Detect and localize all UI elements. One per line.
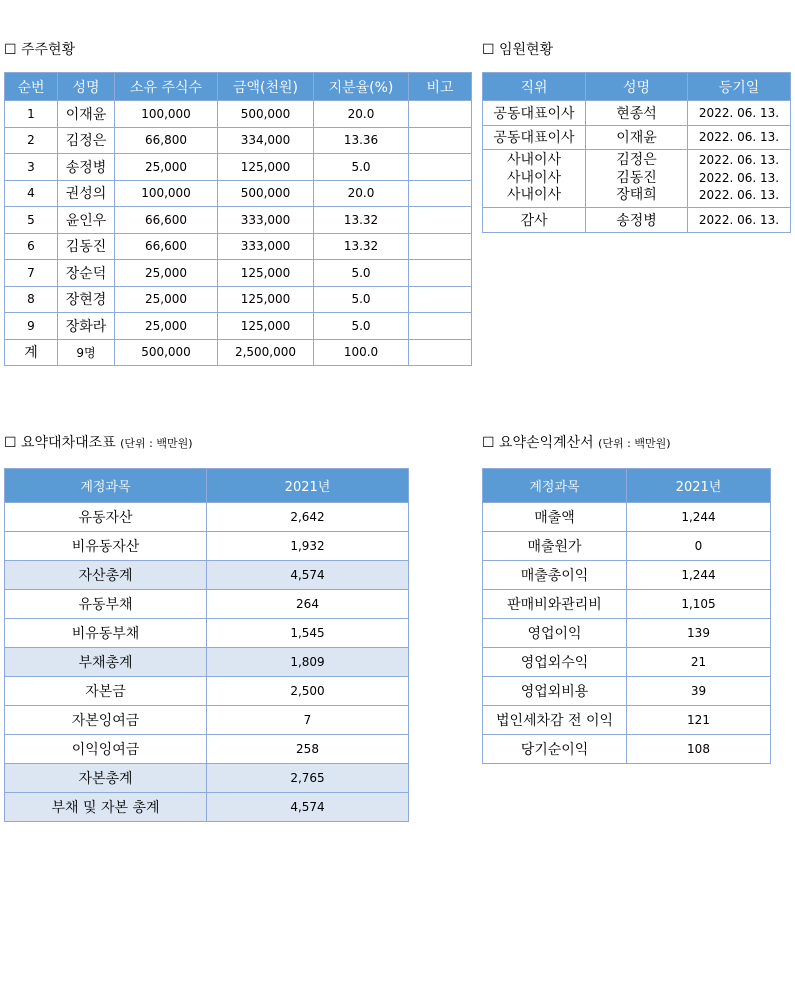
table-cell: 100.0 (314, 339, 409, 366)
table-row (483, 125, 791, 150)
table-cell: 264 (207, 590, 409, 619)
table-cell: 3 (5, 154, 58, 181)
table-cell (409, 127, 472, 154)
table-cell: 0 (627, 532, 771, 561)
executives-title: ☐ 임원현황 (482, 42, 554, 58)
balance-sheet-table (4, 468, 409, 822)
col-header: 금액(천원) (218, 73, 314, 101)
table-cell: 20.0 (314, 101, 409, 128)
table-row (5, 590, 409, 619)
table-cell: 25,000 (115, 286, 218, 313)
table-header-row (483, 73, 791, 101)
table-row (483, 208, 791, 233)
table-cell: 500,000 (218, 101, 314, 128)
table-cell (409, 339, 472, 366)
table-cell (409, 101, 472, 128)
table-row (5, 101, 472, 128)
income-statement-table (482, 468, 771, 764)
table-row (483, 590, 771, 619)
shareholders-table (4, 72, 472, 366)
table-cell: 매출총이익 (483, 561, 627, 590)
table-cell: 121 (627, 706, 771, 735)
table-row (5, 793, 409, 822)
table-cell: 13.32 (314, 207, 409, 234)
table-row (5, 180, 472, 207)
table-cell: 부채 및 자본 총계 (5, 793, 207, 822)
table-cell: 139 (627, 619, 771, 648)
table-cell: 유동부채 (5, 590, 207, 619)
col-header: 성명 (586, 73, 688, 101)
table-cell: 1,244 (627, 503, 771, 532)
table-row (483, 619, 771, 648)
table-cell (409, 207, 472, 234)
table-row (483, 101, 791, 126)
table-cell: 108 (627, 735, 771, 764)
table-cell: 법인세차감 전 이익 (483, 706, 627, 735)
table-row (5, 764, 409, 793)
table-cell: 7 (5, 260, 58, 287)
table-header-row (5, 469, 409, 503)
table-row (5, 260, 472, 287)
table-cell: 당기순이익 (483, 735, 627, 764)
table-cell: 1,545 (207, 619, 409, 648)
table-cell: 4 (5, 180, 58, 207)
table-cell: 송정병 (58, 154, 115, 181)
table-cell: 이익잉여금 (5, 735, 207, 764)
table-cell: 장현경 (58, 286, 115, 313)
table-row (5, 233, 472, 260)
table-cell: 1 (5, 101, 58, 128)
table-cell: 비유동부채 (5, 619, 207, 648)
table-cell: 13.32 (314, 233, 409, 260)
balance-sheet-title-text: ☐ 요약대차대조표 (4, 435, 116, 451)
table-cell: 자본잉여금 (5, 706, 207, 735)
table-cell: 500,000 (218, 180, 314, 207)
table-cell: 66,600 (115, 233, 218, 260)
table-row (483, 532, 771, 561)
table-cell (409, 180, 472, 207)
table-cell: 2,500,000 (218, 339, 314, 366)
position: 사내이사 (506, 187, 562, 204)
table-cell: 9 (5, 313, 58, 340)
table-cell: 5.0 (314, 286, 409, 313)
table-cell: 판매비와관리비 (483, 590, 627, 619)
table-cell (483, 150, 586, 208)
table-cell: 김정은 (58, 127, 115, 154)
executives-table (482, 72, 791, 233)
position: 사내이사 (506, 169, 562, 186)
table-cell: 25,000 (115, 313, 218, 340)
col-header: 순번 (5, 73, 58, 101)
table-row (5, 503, 409, 532)
col-header: 지분율(%) (314, 73, 409, 101)
table-cell: 6 (5, 233, 58, 260)
col-header: 직위 (483, 73, 586, 101)
income-statement-title-text: ☐ 요약손익계산서 (482, 435, 594, 451)
table-row (5, 127, 472, 154)
table-cell: 2,765 (207, 764, 409, 793)
table-row (5, 619, 409, 648)
table-row (483, 735, 771, 764)
table-cell: 333,000 (218, 233, 314, 260)
table-row (5, 286, 472, 313)
table-cell: 9명 (58, 339, 115, 366)
table-row (483, 648, 771, 677)
table-row (5, 532, 409, 561)
col-header: 소유 주식수 (115, 73, 218, 101)
table-cell: 2022. 06. 13. (688, 125, 791, 150)
table-cell: 1,932 (207, 532, 409, 561)
table-row (483, 561, 771, 590)
table-cell: 66,800 (115, 127, 218, 154)
name: 김동진 (616, 169, 657, 186)
table-cell (409, 154, 472, 181)
table-cell (409, 260, 472, 287)
table-cell (409, 233, 472, 260)
table-row (5, 561, 409, 590)
table-cell: 1,244 (627, 561, 771, 590)
table-cell: 자본총계 (5, 764, 207, 793)
balance-sheet-unit: (단위 : 백만원) (120, 437, 193, 450)
table-cell (586, 150, 688, 208)
table-row (5, 154, 472, 181)
table-cell: 125,000 (218, 154, 314, 181)
col-header: 2021년 (627, 469, 771, 503)
table-cell: 500,000 (115, 339, 218, 366)
table-cell: 100,000 (115, 180, 218, 207)
table-cell: 1,809 (207, 648, 409, 677)
table-cell: 감사 (483, 208, 586, 233)
table-cell: 39 (627, 677, 771, 706)
table-cell: 현종석 (586, 101, 688, 126)
table-cell (688, 150, 791, 208)
date: 2022. 06. 13. (698, 153, 780, 168)
col-header: 비고 (409, 73, 472, 101)
table-row (5, 648, 409, 677)
shareholders-title: ☐ 주주현황 (4, 42, 76, 58)
table-cell: 2 (5, 127, 58, 154)
col-header: 2021년 (207, 469, 409, 503)
table-cell: 5.0 (314, 260, 409, 287)
table-cell: 1,105 (627, 590, 771, 619)
table-row (5, 706, 409, 735)
table-cell: 유동자산 (5, 503, 207, 532)
table-cell: 13.36 (314, 127, 409, 154)
col-header: 등기일 (688, 73, 791, 101)
table-cell (409, 313, 472, 340)
position: 사내이사 (506, 152, 562, 169)
table-cell: 4,574 (207, 793, 409, 822)
table-cell: 7 (207, 706, 409, 735)
table-cell: 125,000 (218, 286, 314, 313)
income-statement-unit: (단위 : 백만원) (598, 437, 671, 450)
table-cell: 장순덕 (58, 260, 115, 287)
table-cell: 2,500 (207, 677, 409, 706)
table-row (483, 150, 791, 208)
col-header: 계정과목 (483, 469, 627, 503)
date: 2022. 06. 13. (698, 188, 780, 203)
name: 장태희 (616, 187, 657, 204)
table-cell: 125,000 (218, 260, 314, 287)
table-cell: 5.0 (314, 313, 409, 340)
table-cell: 매출액 (483, 503, 627, 532)
table-cell: 25,000 (115, 260, 218, 287)
table-cell: 이재윤 (586, 125, 688, 150)
table-row (5, 207, 472, 234)
table-cell: 부채총계 (5, 648, 207, 677)
table-cell: 공동대표이사 (483, 125, 586, 150)
table-cell: 100,000 (115, 101, 218, 128)
table-row (5, 313, 472, 340)
table-cell: 장화라 (58, 313, 115, 340)
table-cell: 공동대표이사 (483, 101, 586, 126)
col-header: 성명 (58, 73, 115, 101)
table-cell: 영업이익 (483, 619, 627, 648)
table-cell: 258 (207, 735, 409, 764)
table-row (5, 735, 409, 764)
table-cell: 2,642 (207, 503, 409, 532)
table-row (483, 677, 771, 706)
table-cell: 4,574 (207, 561, 409, 590)
table-row (483, 706, 771, 735)
table-cell: 권성의 (58, 180, 115, 207)
name: 김정은 (616, 152, 657, 169)
table-header-row (5, 73, 472, 101)
table-cell: 334,000 (218, 127, 314, 154)
table-row (483, 503, 771, 532)
table-cell: 매출원가 (483, 532, 627, 561)
table-cell: 자본금 (5, 677, 207, 706)
income-statement-title (482, 434, 671, 453)
table-cell: 윤인우 (58, 207, 115, 234)
table-cell: 자산총계 (5, 561, 207, 590)
table-total-row (5, 339, 472, 366)
table-cell: 비유동자산 (5, 532, 207, 561)
table-cell: 2022. 06. 13. (688, 101, 791, 126)
table-cell: 66,600 (115, 207, 218, 234)
table-cell: 2022. 06. 13. (688, 208, 791, 233)
date: 2022. 06. 13. (698, 170, 780, 185)
table-header-row (483, 469, 771, 503)
table-cell: 8 (5, 286, 58, 313)
table-cell: 5.0 (314, 154, 409, 181)
table-cell: 김동진 (58, 233, 115, 260)
table-cell: 영업외수익 (483, 648, 627, 677)
col-header: 계정과목 (5, 469, 207, 503)
table-cell: 영업외비용 (483, 677, 627, 706)
table-cell (409, 286, 472, 313)
table-row (5, 677, 409, 706)
balance-sheet-title (4, 434, 193, 453)
table-cell: 5 (5, 207, 58, 234)
table-cell: 20.0 (314, 180, 409, 207)
table-cell: 이재윤 (58, 101, 115, 128)
table-cell: 송정병 (586, 208, 688, 233)
table-cell: 333,000 (218, 207, 314, 234)
table-cell: 21 (627, 648, 771, 677)
table-cell: 25,000 (115, 154, 218, 181)
table-cell: 125,000 (218, 313, 314, 340)
table-cell: 계 (5, 339, 58, 366)
